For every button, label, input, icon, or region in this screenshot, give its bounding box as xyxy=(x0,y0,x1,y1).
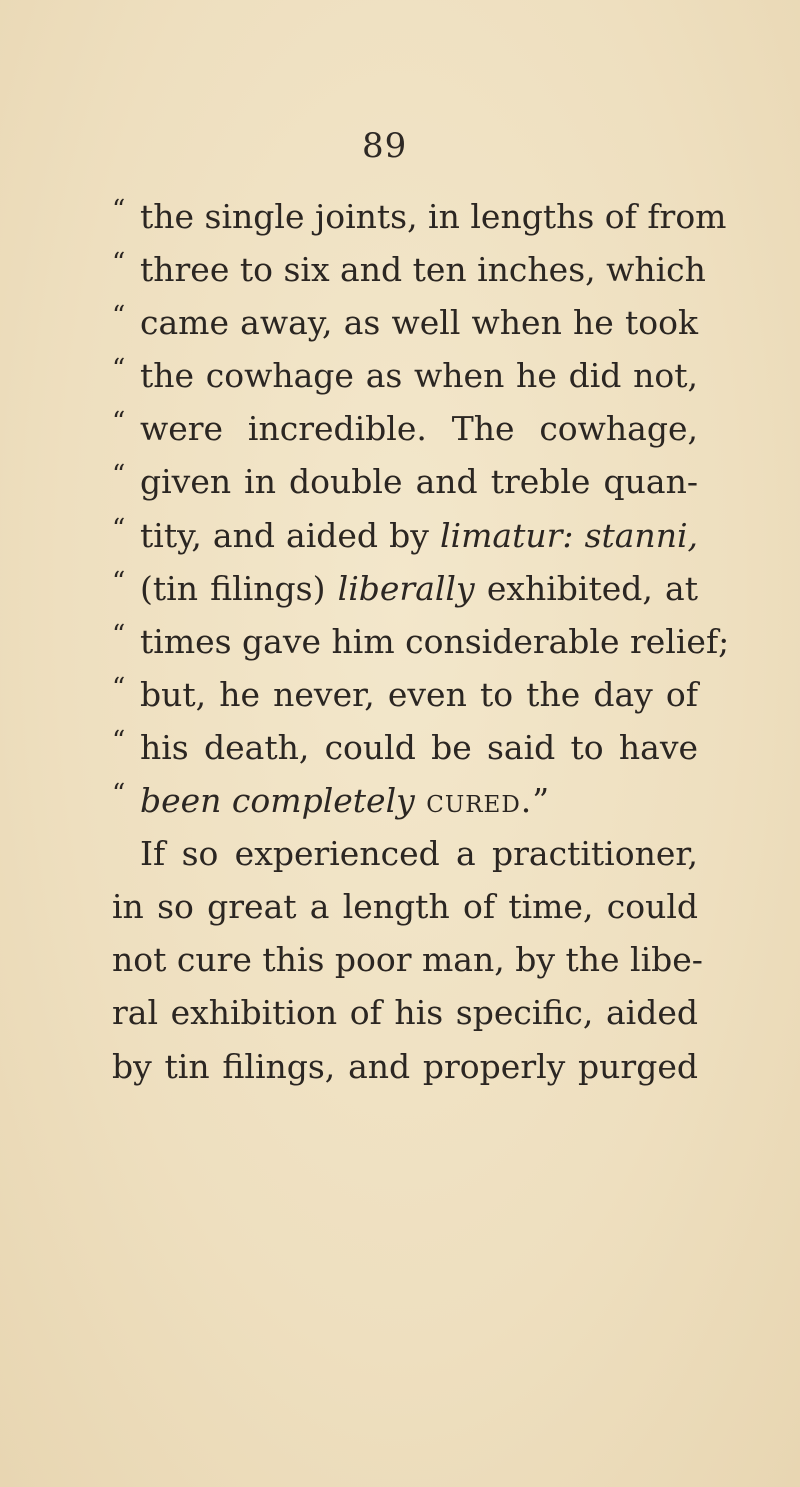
line-text-italic: been completely xyxy=(140,781,415,821)
text-line xyxy=(112,1040,712,1093)
text-line xyxy=(112,296,712,349)
quote-mark: “ xyxy=(112,248,126,279)
line-text: by tin filings, and properly purged xyxy=(112,1046,698,1086)
line-text xyxy=(140,774,698,827)
line-text-roman: tity, and aided by xyxy=(140,515,440,555)
line-text: given in double and treble quan- xyxy=(140,462,698,502)
quote-mark: “ xyxy=(112,566,126,597)
line-text: three to six and ten inches, which xyxy=(140,250,706,290)
line-text xyxy=(140,509,698,562)
quote-mark: “ xyxy=(112,301,126,332)
line-text: If so experienced a practitioner, xyxy=(140,834,698,874)
text-line xyxy=(112,615,730,668)
line-text: in so great a length of time, could xyxy=(112,887,698,927)
line-text: his death, could be said to have xyxy=(140,727,698,767)
line-text: were incredible. The cowhage, xyxy=(140,409,698,449)
text-line xyxy=(112,986,712,1039)
text-line xyxy=(112,774,712,827)
quote-mark: “ xyxy=(112,513,126,544)
line-text xyxy=(140,562,698,615)
quote-mark: “ xyxy=(112,354,126,385)
text-line xyxy=(112,509,712,562)
line-text-italic: limatur: stanni, xyxy=(440,515,698,555)
line-text: the cowhage as when he did not, xyxy=(140,356,698,396)
line-text: the single joints, in lengths of from xyxy=(140,197,727,236)
line-text-smallcaps: cured.” xyxy=(414,781,551,821)
quote-mark: “ xyxy=(112,672,126,703)
text-line xyxy=(112,562,712,615)
text-line xyxy=(112,455,712,508)
text-line xyxy=(112,190,727,243)
page-number: 89 xyxy=(362,126,408,166)
text-line xyxy=(112,668,712,721)
quote-mark: “ xyxy=(112,460,126,491)
text-line xyxy=(112,402,712,455)
text-line xyxy=(112,243,712,296)
line-text: but, he never, even to the day of xyxy=(140,674,698,714)
line-text-roman: (tin filings) xyxy=(140,568,338,608)
text-line xyxy=(112,721,712,774)
quote-mark: “ xyxy=(112,619,126,650)
line-text: times gave him considerable relief; xyxy=(140,621,730,661)
line-text: not cure this poor man, by the libe- xyxy=(112,940,703,980)
quote-mark: “ xyxy=(112,195,126,225)
line-text-italic: liberally xyxy=(337,568,475,608)
text-line xyxy=(112,880,712,933)
line-text-roman: exhibited, at xyxy=(474,568,698,608)
text-line xyxy=(112,827,712,880)
text-line xyxy=(112,933,712,986)
quote-mark: “ xyxy=(112,407,126,438)
line-text: ral exhibition of his specific, aided xyxy=(112,993,698,1033)
quote-mark: “ xyxy=(112,725,126,756)
body-text xyxy=(112,190,730,1093)
quote-mark: “ xyxy=(112,779,126,810)
line-text: came away, as well when he took xyxy=(140,303,698,343)
text-line xyxy=(112,349,712,402)
